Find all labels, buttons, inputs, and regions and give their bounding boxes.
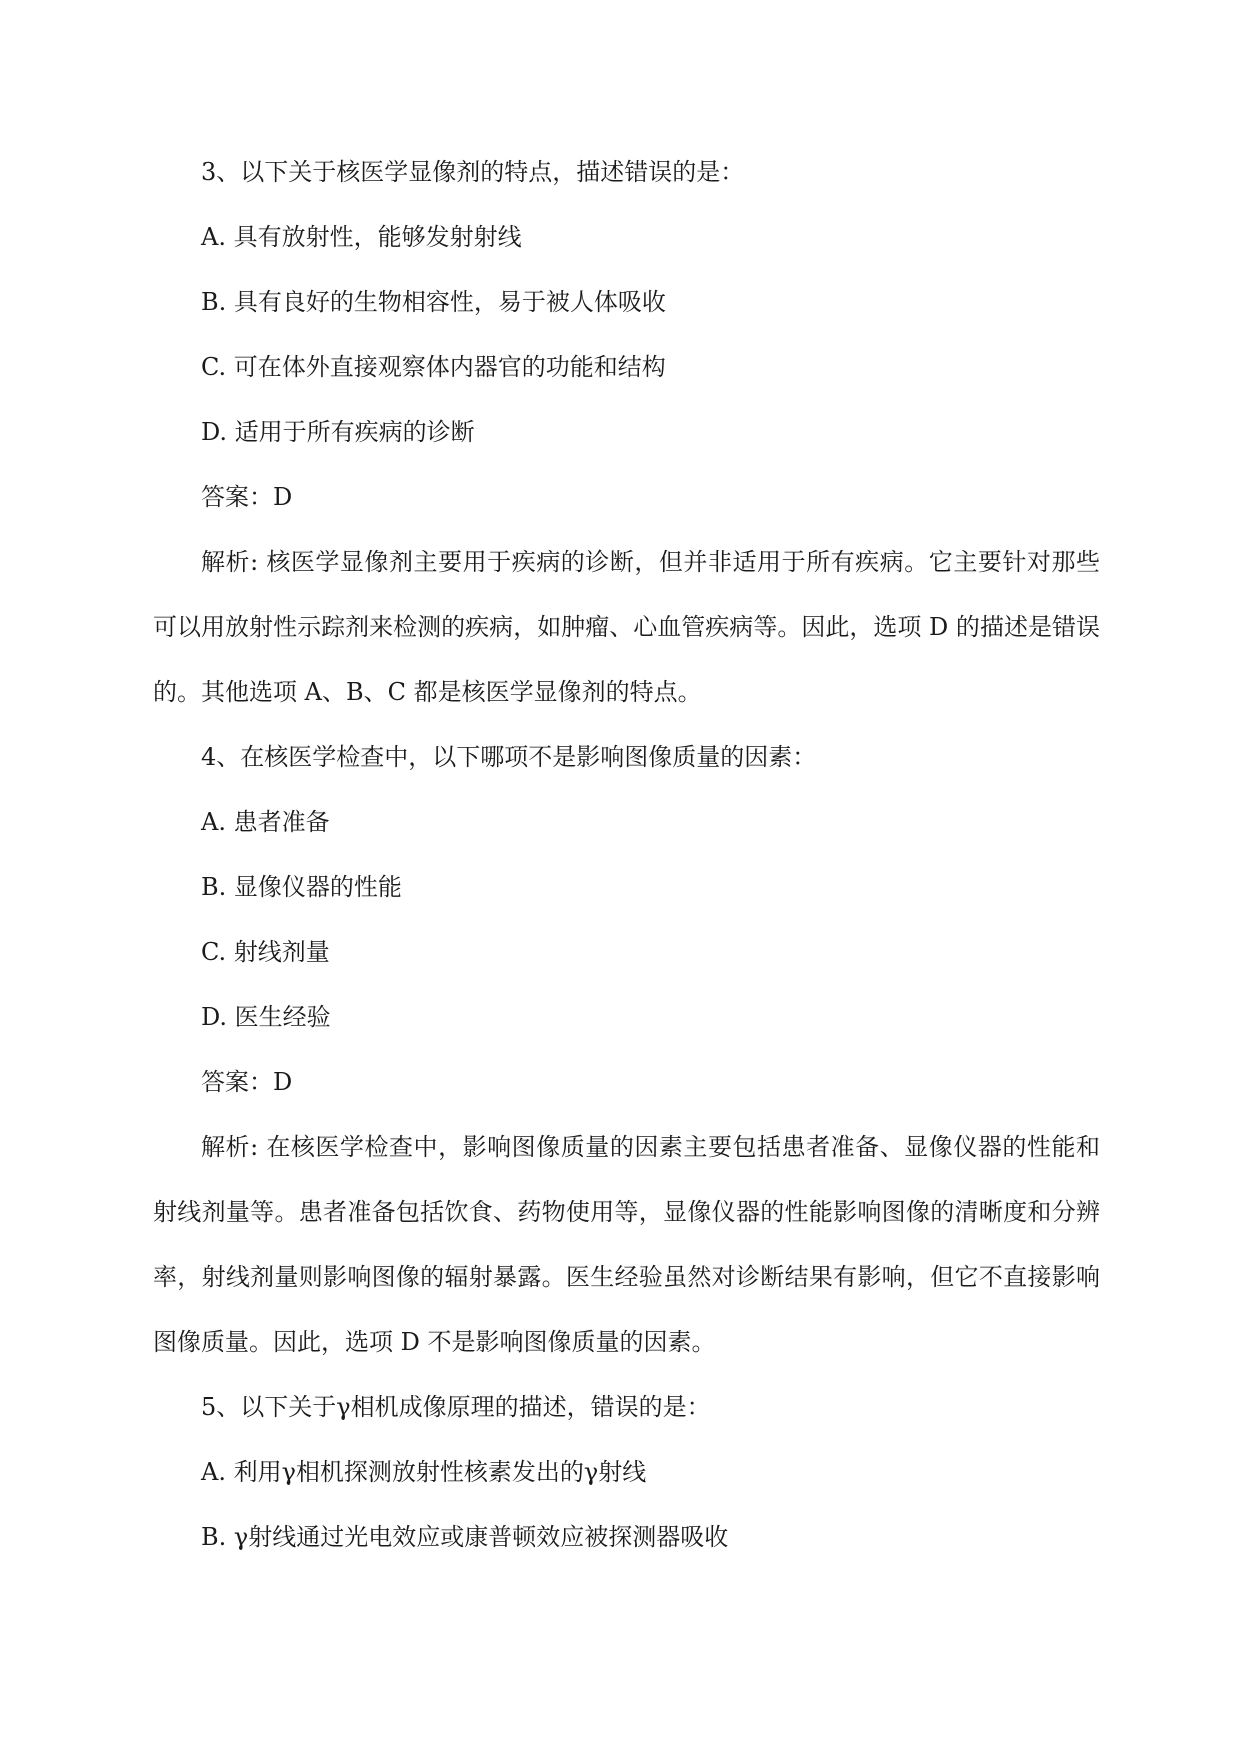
question-5-stem: 5、以下关于γ相机成像原理的描述，错误的是： bbox=[201, 1393, 711, 1421]
question-4-option-b: B. 显像仪器的性能 bbox=[201, 873, 402, 901]
question-4-option-d: D. 医生经验 bbox=[201, 1003, 331, 1031]
question-4-answer: 答案：D bbox=[201, 1068, 293, 1096]
question-3-stem: 3、以下关于核医学显像剂的特点，描述错误的是： bbox=[201, 158, 745, 186]
question-3-answer: 答案：D bbox=[201, 483, 293, 511]
question-3-option-a: A. 具有放射性，能够发射射线 bbox=[201, 223, 522, 251]
question-4-analysis: 解析: 在核医学检查中，影响图像质量的因素主要包括患者准备、显像仪器的性能和射线剂量等。患者准备包括饮食、药物使用等，显像仪器的性能影响图像的清晰度和分辨率，射线剂量则影响图像的辐射暴露。医生经验虽然对诊断结果有影响，但它不直接影响图像质量。因此，选项 D 不是影响图像质量的因素。 bbox=[153, 1133, 1100, 1356]
document-body bbox=[153, 140, 1100, 1570]
question-3-analysis: 解析: 核医学显像剂主要用于疾病的诊断，但并非适用于所有疾病。它主要针对那些可以用放射性示踪剂来检测的疾病，如肿瘤、心血管疾病等。因此，选项 D 的描述是错误的。其他选项 A、B、C 都是核医学显像剂的特点。 bbox=[153, 548, 1100, 706]
question-3-option-d: D. 适用于所有疾病的诊断 bbox=[201, 418, 475, 446]
question-3-option-b: B. 具有良好的生物相容性，易于被人体吸收 bbox=[201, 288, 666, 316]
question-5-option-a: A. 利用γ相机探测放射性核素发出的γ射线 bbox=[201, 1458, 647, 1486]
question-4-option-a: A. 患者准备 bbox=[201, 808, 330, 836]
question-4-option-c: C. 射线剂量 bbox=[201, 938, 330, 966]
question-3-option-c: C. 可在体外直接观察体内器官的功能和结构 bbox=[201, 353, 666, 381]
question-5-option-b: B. γ射线通过光电效应或康普顿效应被探测器吸收 bbox=[201, 1523, 729, 1551]
question-4-stem: 4、在核医学检查中，以下哪项不是影响图像质量的因素： bbox=[201, 743, 817, 771]
